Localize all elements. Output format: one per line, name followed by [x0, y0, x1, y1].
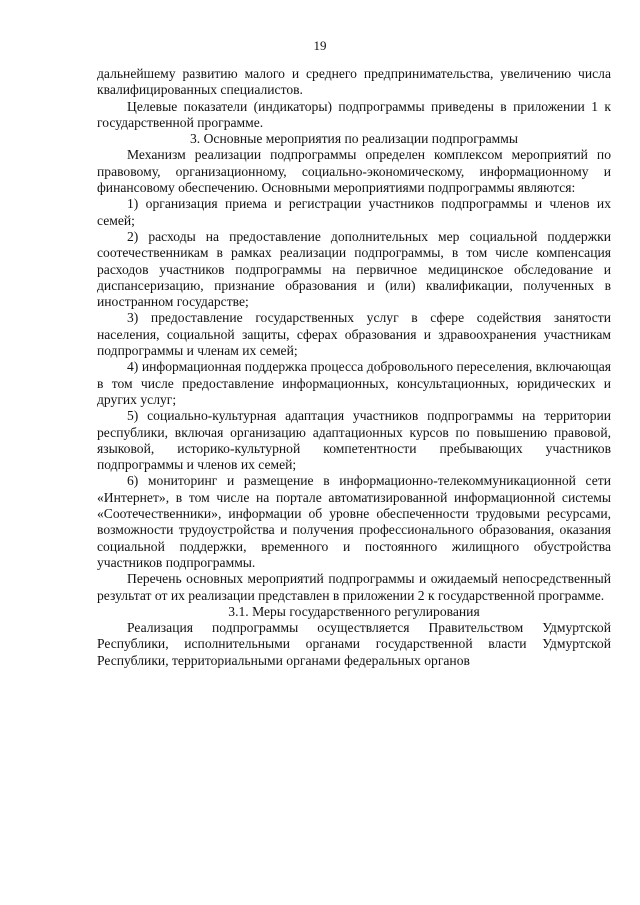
list-item-6: 6) мониторинг и размещение в информационно-телекоммуникационной сети «Интернет», в том числе на портале автоматизированной информационной системы «Соотечественники», информации об уровне обеспеченности трудовыми ресурсами, возможности трудоустройства и получения профессионального образования, оказания социальной поддержки, временного и постоянного жилищного обустройства участников подпрограммы. [97, 473, 611, 570]
mechanism-paragraph: Механизм реализации подпрограммы определен комплексом мероприятий по правовому, организационному, социально-экономическому, информационному и финансовому обеспечению. Основными мероприятиями подпрограммы являются: [97, 147, 611, 196]
list-item-1: 1) организация приема и регистрации участников подпрограммы и членов их семей; [97, 196, 611, 228]
list-item-5: 5) социально-культурная адаптация участников подпрограммы на территории республики, включая организацию адаптационных курсов по повышению правовой, языковой, историко-культурной компетентности пребывающих участников подпрограммы и членов их семей; [97, 408, 611, 473]
list-item-2: 2) расходы на предоставление дополнительных мер социальной поддержки соотечественникам в рамках реализации подпрограммы, в том числе компенсация расходов участников подпрограммы на первичное медицинское обследование и диспансеризацию, признание образования и (или) квалификации, полученных в иностранном государстве; [97, 228, 611, 310]
document-body [97, 66, 611, 669]
continuation-paragraph: дальнейшему развитию малого и среднего предпринимательства, увеличению числа квалифицированных специалистов. [97, 66, 611, 98]
implementation-paragraph: Реализация подпрограммы осуществляется Правительством Удмуртской Республики, исполнительными органами государственной власти Удмуртской Республики, территориальными органами федеральных органов [97, 620, 611, 668]
list-item-3: 3) предоставление государственных услуг в сфере содействия занятости населения, социальной защиты, сферах образования и здравоохранения участникам подпрограммы и членам их семей; [97, 310, 611, 359]
section-3-heading: 3. Основные мероприятия по реализации подпрограммы [190, 131, 518, 147]
section-3-1-heading: 3.1. Меры государственного регулирования [228, 603, 480, 619]
page-number: 19 [313, 38, 327, 53]
activities-list-paragraph: Перечень основных мероприятий подпрограммы и ожидаемый непосредственный результат от их реализации представлен в приложении 2 к государственной программе. [97, 571, 611, 603]
list-item-4: 4) информационная поддержка процесса добровольного переселения, включающая в том числе предоставление информационных, консультационных, юридических и других услуг; [97, 359, 611, 407]
targets-paragraph: Целевые показатели (индикаторы) подпрограммы приведены в приложении 1 к государственной программе. [97, 98, 611, 130]
